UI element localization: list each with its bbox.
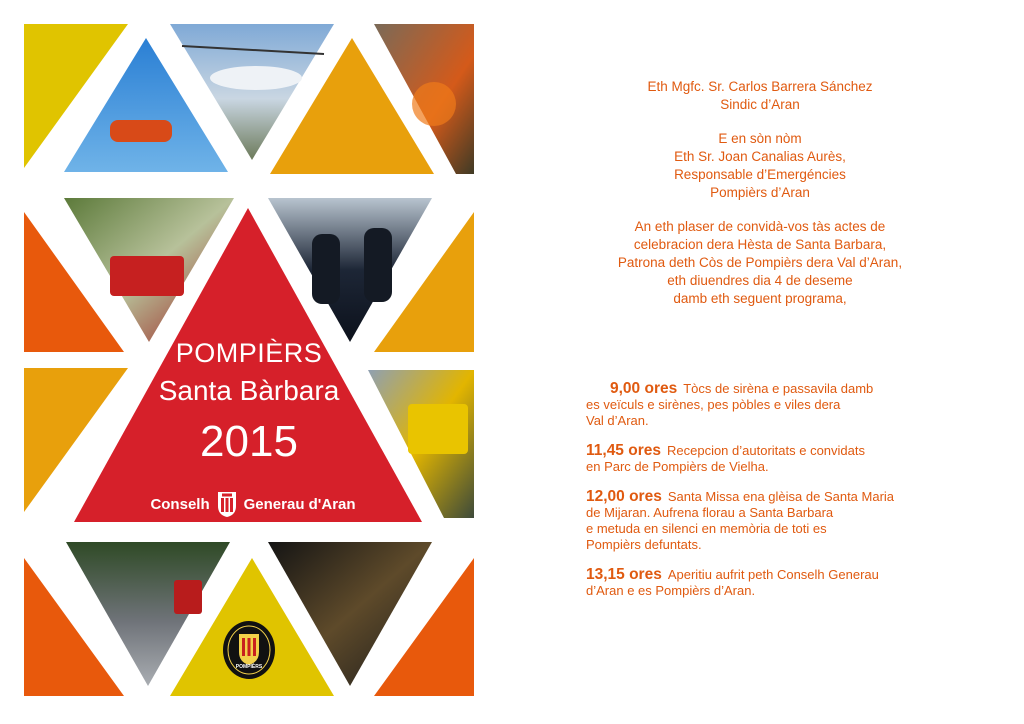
program-text: Aperitiu aufrit peth Conselh Generau — [667, 567, 879, 582]
intro-line: damb eth seguent programa, — [673, 291, 847, 306]
stretcher-shape — [110, 120, 172, 142]
program-text: Pompièrs defuntats. — [586, 537, 702, 552]
program-time: 11,45 ores — [586, 442, 661, 459]
firefighters-seal-icon — [222, 620, 276, 680]
program-text: Val d’Aran. — [586, 413, 649, 428]
program-text: de Mijaran. Aufrena florau a Santa Barbara — [586, 505, 834, 520]
coat-of-arms-icon — [216, 490, 238, 518]
program-text: Recepcion d’autoritats e convidats — [666, 443, 865, 458]
program-item — [586, 381, 946, 429]
firefighter-shape — [364, 228, 392, 302]
host-name: Eth Mgfc. Sr. Carlos Barrera Sánchez — [647, 79, 873, 94]
truck-shape — [110, 256, 184, 296]
host-block — [560, 78, 960, 114]
intro-line: Patrona deth Còs de Pompièrs dera Val d’Aran, — [617, 255, 903, 270]
conselh-logo — [138, 488, 368, 520]
cover-subtitle: Santa Bàrbara — [158, 375, 340, 406]
delegate-block — [560, 130, 960, 202]
program-item — [586, 443, 946, 475]
cover-title: POMPIÈRS — [175, 338, 323, 368]
program-text: e metuda en silenci en memòria de toti es — [586, 521, 827, 536]
program-time: 13,15 ores — [586, 566, 662, 583]
invitation-text — [560, 78, 960, 308]
fire-glow — [412, 82, 456, 126]
program-time: 12,00 ores — [586, 488, 662, 505]
program-text: en Parc de Pompièrs de Vielha. — [586, 459, 769, 474]
firefighter-shape — [312, 234, 340, 304]
delegate-line: Eth Sr. Joan Canalias Aurès, — [674, 149, 846, 164]
program-item — [586, 567, 946, 599]
host-title: Sindic d’Aran — [720, 97, 800, 112]
delegate-line: Responsable d’Emergéncies — [674, 167, 846, 182]
conselh-left-label: Conselh — [150, 495, 210, 513]
cover-year: 2015 — [200, 417, 298, 466]
program-text: Tòcs de sirèna e passavila damb — [683, 381, 874, 396]
program-text: es veïculs e sirènes, pes pòbles e viles dera — [586, 397, 841, 412]
program-list — [586, 381, 946, 613]
cover-panel — [24, 24, 474, 696]
fire-engine-shape — [174, 580, 202, 614]
program-text: d’Aran e es Pompièrs d’Aran. — [586, 583, 756, 598]
program-text: Santa Missa ena glèisa de Santa Maria — [667, 489, 895, 504]
delegate-line: E en sòn nòm — [718, 131, 802, 146]
intro-line: celebracion dera Hèsta de Santa Barbara, — [633, 237, 887, 252]
intro-line: An eth plaser de convidà-vos tàs actes de — [634, 219, 886, 234]
seal-label: POMPIÈRS — [235, 664, 263, 670]
program-time: 9,00 ores — [610, 380, 678, 397]
helicopter-shape — [210, 66, 302, 90]
delegate-line: Pompièrs d’Aran — [710, 185, 810, 200]
intro-block — [560, 218, 960, 308]
program-item — [586, 489, 946, 553]
intro-line: eth diuendres dia 4 de deseme — [667, 273, 853, 288]
conselh-right-label: Generau d'Aran — [243, 495, 356, 513]
